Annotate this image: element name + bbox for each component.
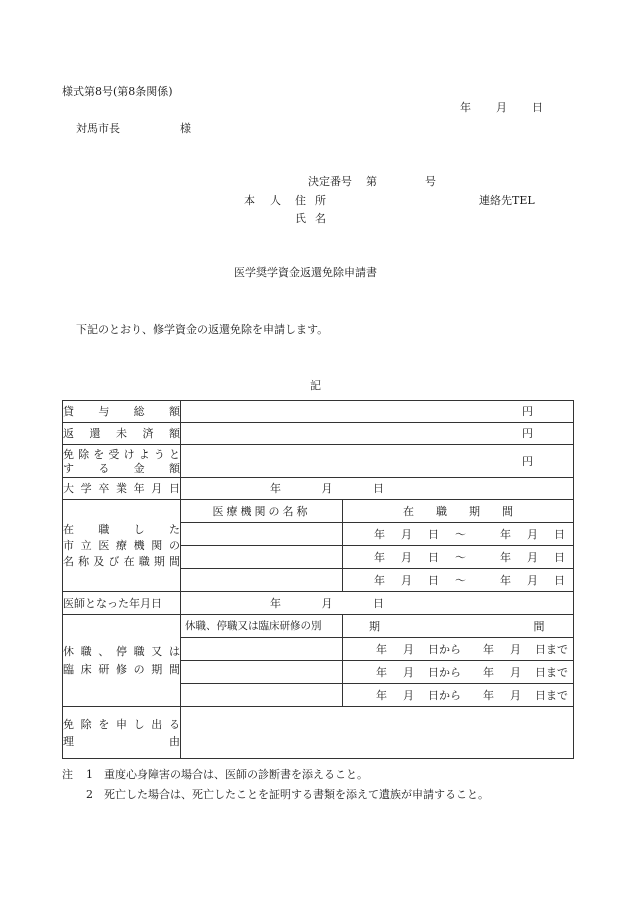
from-year: 年 [374,550,385,564]
leave-period-text [343,667,573,678]
from-month: 月 [403,665,414,679]
row-unrepaid [63,423,574,445]
c: 医 [98,539,110,552]
from-day: 日 [428,527,439,541]
ki-heading: 記 [310,379,321,392]
honnin-2: 人 [270,194,281,207]
leave-period-cell[interactable] [343,661,574,684]
exempt-amount-line1 [63,449,180,460]
to-month: 月 [510,665,521,679]
to-year: 年 [500,573,511,587]
c: 、 [98,645,110,658]
became-doctor-value[interactable] [181,592,574,615]
reason-label [63,707,181,759]
c: し [133,523,145,536]
from-month: 月 [401,550,412,564]
c: 休 [63,645,74,658]
yen-unit: 円 [522,427,533,440]
c: 又 [151,645,163,658]
leave-period-text [343,690,573,701]
date-year: 年 [460,101,471,114]
leave-period-cell[interactable] [343,638,574,661]
from-year: 年 [374,527,385,541]
c: し [133,717,145,731]
row-graduation [63,478,574,500]
c: 職 [138,555,150,568]
tilde: 〜 [455,527,466,541]
row-reason [63,707,574,759]
row-leave-header [63,615,574,638]
institution-name-cell[interactable] [181,569,343,592]
period-ki: 期 [369,619,380,633]
c: 及 [93,555,105,568]
leave-period-cell[interactable] [343,684,574,707]
unrepaid-label [63,423,181,445]
document-title: 医学奨学資金返還免除申請書 [234,266,377,279]
from-year: 年 [376,665,387,679]
address-label-1: 住 [295,194,306,207]
c: る [168,717,180,731]
tel-label: 連絡先TEL [479,194,535,207]
c: 名 [63,555,74,568]
grad-day: 日 [373,482,384,495]
leave-label [63,615,181,707]
reason-line2 [63,736,180,747]
from-month: 月 [401,527,412,541]
c: 年 [133,482,145,495]
employment-period-cell[interactable] [343,569,574,592]
intro-text: 下記のとおり、修学資金の返還免除を申請します。 [76,323,329,336]
doc-year: 年 [270,596,281,610]
c: 金 [133,461,145,475]
c: 間 [168,663,180,676]
c: 大 [63,482,74,495]
to-year: 年 [483,665,494,679]
c: 免 [63,447,74,461]
c: 由 [169,734,180,748]
c: 修 [115,663,127,676]
decision-go: 号 [425,175,436,188]
note-1-number: 1 [86,768,93,781]
name-label-1: 氏 [295,212,306,225]
c: 日 [168,482,180,495]
from-year: 年 [376,688,387,702]
loan-total-char: 総 [133,405,145,418]
to-day: 日 [554,550,565,564]
graduation-date-value[interactable] [181,478,574,500]
leave-period-text [343,644,573,655]
leave-type-cell[interactable] [181,684,343,707]
to-month: 月 [510,642,521,656]
c: う [153,447,165,461]
c: 研 [98,663,110,676]
period-text [343,575,573,586]
leave-line2 [63,664,180,675]
loan-total-char: 貸 [63,405,74,418]
c: 除 [80,717,92,731]
row-employment-header [63,500,574,523]
grad-month: 月 [321,482,333,495]
leave-type-header: 休職、停職又は臨床研修の別 [181,615,343,638]
c: 職 [133,645,145,658]
unrepaid-char: 未 [116,427,127,440]
from-day: 日 [428,550,439,564]
employment-period-header: 在 職 期 間 [343,500,574,523]
c: 在 [123,555,135,568]
from-year: 年 [376,642,387,656]
leave-type-cell[interactable] [181,638,343,661]
to-year: 年 [483,688,494,702]
row-loan-total [63,401,574,423]
c: 額 [168,461,180,475]
unrepaid-char: 額 [169,427,180,440]
c: 出 [151,717,163,731]
c: び [108,555,120,568]
c: を [98,717,110,731]
note-2-text: 死亡した場合は、死亡したことを証明する書類を添えて遺族が申請すること。 [104,788,489,801]
from-day: 日 [428,573,439,587]
from-day: 日から [428,665,461,679]
doc-day: 日 [373,596,384,610]
leave-type-cell[interactable] [181,661,343,684]
became-doctor-label: 医師となった年月日 [63,592,181,615]
c: 免 [63,717,74,731]
institution-name-cell[interactable] [181,546,343,569]
employment-line2 [63,540,180,551]
address-label-2: 所 [315,194,326,207]
institution-name-cell[interactable] [181,523,343,546]
loan-total-label [63,401,181,423]
tilde: 〜 [455,573,466,587]
c: の [168,539,180,552]
c: す [63,461,74,475]
loan-total-text [63,406,180,417]
c: を [93,447,105,461]
period-kan: 間 [533,619,545,633]
c: 申 [115,717,127,731]
from-month: 月 [403,642,414,656]
to-month: 月 [527,527,538,541]
loan-total-char: 額 [168,405,180,418]
from-year: 年 [374,573,385,587]
employment-period-cell[interactable] [343,546,574,569]
to-day: 日 [554,527,565,541]
loan-total-value[interactable] [181,401,574,423]
to-day: 日 [554,573,565,587]
c: 機 [133,539,145,552]
loan-total-char: 与 [98,405,110,418]
to-year: 年 [500,527,511,541]
from-month: 月 [403,688,414,702]
employment-line3 [63,556,180,567]
c: 床 [80,663,92,676]
c: 除 [78,447,90,461]
name-label-2: 名 [315,212,326,225]
c: 在 [63,523,74,536]
from-day: 日から [428,688,461,702]
c: け [123,447,135,461]
exempt-amount-value[interactable] [181,445,574,478]
row-exempt-amount [63,445,574,478]
addressee-name: 対馬市長 [76,122,120,135]
c: た [168,523,180,536]
c: る [98,461,110,475]
employment-label [63,500,181,592]
c: よ [138,447,150,461]
tilde: 〜 [455,550,466,564]
to-year: 年 [483,642,494,656]
c: 職 [80,645,92,658]
unrepaid-char: 還 [89,427,101,440]
honnin-1: 本 [244,194,255,207]
c: 月 [151,482,163,495]
reason-value[interactable] [181,707,574,759]
employment-line1 [63,524,180,535]
leave-period-header [343,615,574,638]
to-month: 月 [527,550,538,564]
c: 称 [78,555,90,568]
c: 療 [115,539,127,552]
from-day: 日から [428,642,461,656]
c: 立 [80,539,92,552]
to-day: 日まで [535,665,568,679]
addressee-honorific: 様 [180,122,191,135]
c: 期 [153,555,165,568]
to-day: 日まで [535,642,568,656]
to-month: 月 [527,573,538,587]
c: 業 [115,482,127,495]
c: 間 [168,555,180,568]
note-label: 注 [62,768,73,781]
exempt-amount-line2 [63,463,180,474]
c: の [133,663,145,676]
c: 理 [63,734,74,748]
graduation-label [63,478,181,500]
c: 受 [108,447,120,461]
yen-unit: 円 [522,405,533,418]
from-month: 月 [401,573,412,587]
c: 関 [151,539,163,552]
c: と [168,447,180,461]
c: 学 [80,482,92,495]
decision-dai: 第 [366,175,377,188]
decision-number-label: 決定番号 [308,175,352,188]
date-day: 日 [532,101,543,114]
c: 停 [115,645,127,658]
unrepaid-text [63,428,180,439]
c: は [168,645,180,658]
to-month: 月 [510,688,521,702]
note-2-number: 2 [86,788,93,801]
period-text [343,529,573,540]
unrepaid-value[interactable] [181,423,574,445]
period-text [343,552,573,563]
graduation-text [63,483,180,494]
grad-year: 年 [270,482,281,495]
exempt-amount-label [63,445,181,478]
employment-period-cell[interactable] [343,523,574,546]
c: 卒 [98,482,110,495]
row-became-doctor [63,592,574,615]
c: 臨 [63,663,74,676]
to-year: 年 [500,550,511,564]
note-1-text: 重度心身障害の場合は、医師の診断書を添えること。 [104,768,368,781]
application-table [62,400,574,759]
to-day: 日まで [535,688,568,702]
leave-line1 [63,646,180,657]
unrepaid-char: 済 [142,427,154,440]
c: 市 [63,539,74,552]
c: 期 [151,663,163,676]
unrepaid-char: 返 [63,427,74,440]
form-number: 様式第8号(第8条関係) [62,85,173,98]
institution-name-header: 医療機関の名称 [181,500,343,523]
date-month: 月 [496,101,507,114]
doc-month: 月 [321,596,333,610]
reason-line1 [63,719,180,730]
yen-unit: 円 [522,454,533,468]
c: 職 [98,523,110,536]
